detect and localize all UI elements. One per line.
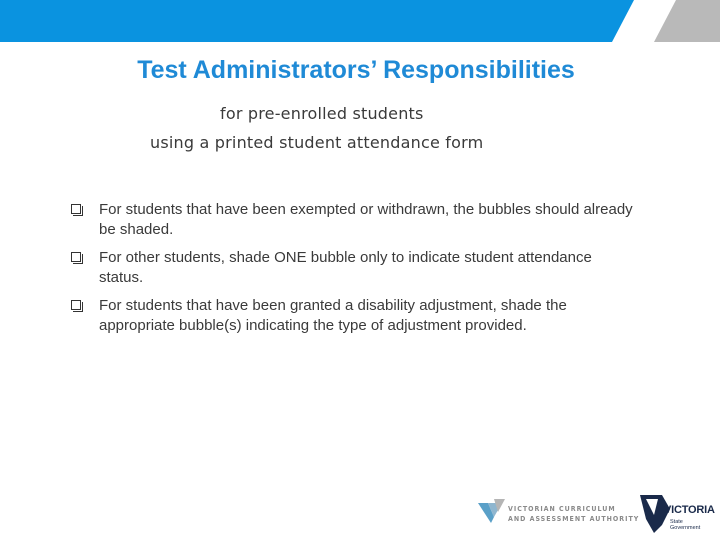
victoria-wordmark: VICTORIA [664,504,715,516]
checkbox-bullet-icon [71,204,81,214]
subtitle-line-1: for pre-enrolled students [220,104,424,123]
list-item [70,296,640,336]
victoria-state-government-logo [640,495,715,535]
vcaa-name-line-1: VICTORIAN CURRICULUM [508,505,616,513]
vcaa-name-line-2: AND ASSESSMENT AUTHORITY [508,515,640,523]
list-item-text: For other students, shade ONE bubble only to indicate student attendance status. [99,249,592,286]
victoria-sub-government: Government [670,525,701,531]
page-title: Test Administrators’ Responsibilities [137,56,575,84]
list-item [70,248,640,288]
responsibilities-list [70,200,640,344]
list-item-text: For students that have been exempted or withdrawn, the bubbles should already be shaded. [99,201,633,238]
subtitle-line-2: using a printed student attendance form [150,133,484,152]
vcaa-logo [478,499,640,525]
checkbox-bullet-icon [71,300,81,310]
list-item [70,200,640,240]
vcaa-logo-icon [478,499,506,525]
list-item-text: For students that have been granted a disability adjustment, shade the appropriate bubble(s) indicating the type of adjustment provided. [99,297,567,334]
victoria-sub-state: State [670,519,683,525]
header-banner [0,0,720,42]
checkbox-bullet-icon [71,252,81,262]
